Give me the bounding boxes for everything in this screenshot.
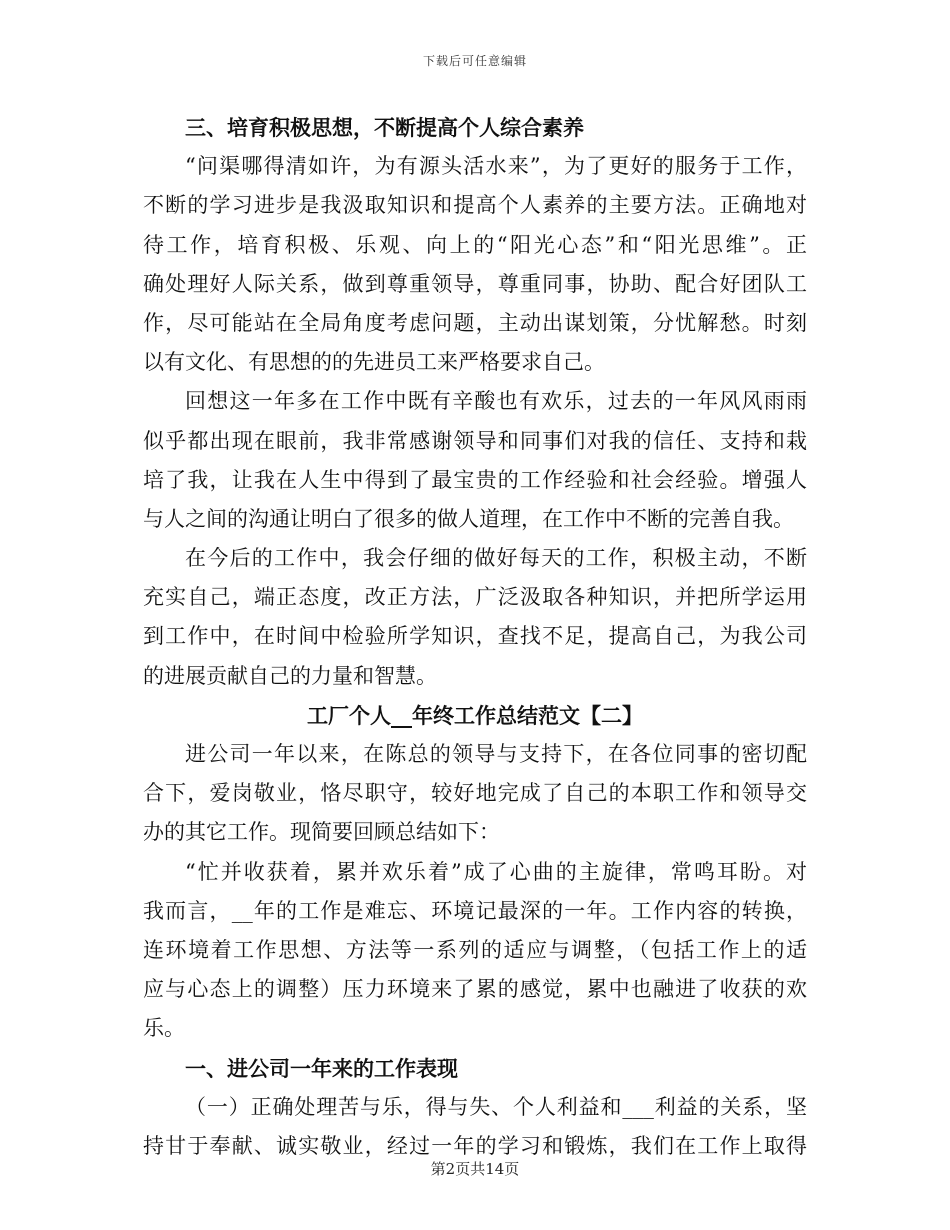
text-line: 我而言，__年的工作是难忘、环境记最深的一年。工作内容的转换，	[143, 898, 807, 923]
text-line: （一）正确处理苦与乐，得与失、个人利益和___利益的关系，坚	[185, 1094, 807, 1119]
article-title: 工厂个人__年终工作总结范文【二】	[307, 702, 643, 728]
text-line: 应与心态上的调整）压力环境来了累的感觉，累中也融进了收获的欢	[143, 977, 807, 1002]
paragraph	[143, 853, 807, 1049]
text-line: 培了我，让我在人生中得到了最宝贵的工作经验和社会经验。增强人	[143, 467, 807, 492]
paragraph	[143, 147, 807, 382]
text-line: 办的其它工作。现简要回顾总结如下：	[143, 820, 500, 845]
text-line: 充实自己，端正态度，改正方法，广泛汲取各种知识，并把所学运用	[143, 585, 807, 610]
paragraph	[143, 1088, 807, 1166]
paragraph	[143, 382, 807, 539]
text-line: 回想这一年多在工作中既有辛酸也有欢乐，过去的一年风风雨雨	[185, 389, 807, 414]
text-line: 不断的学习进步是我汲取知识和提高个人素养的主要方法。正确地对	[143, 193, 807, 218]
text-line: “问渠哪得清如许，为有源头活水来”，为了更好的服务于工作，	[185, 154, 807, 179]
text-line: 与人之间的沟通让明白了很多的做人道理，在工作中不断的完善自我。	[143, 506, 794, 531]
text-line: 连环境着工作思想、方法等一系列的适应与调整，（包括工作上的适	[143, 937, 807, 962]
text-line: 乐。	[143, 1016, 185, 1041]
text-line: 确处理好人际关系，做到尊重领导，尊重同事，协助、配合好团队工	[143, 271, 807, 296]
text-line: 进公司一年以来，在陈总的领导与支持下，在各位同事的密切配	[185, 742, 807, 766]
section-heading: 三、培育积极思想，不断提高个人综合素养	[185, 115, 584, 140]
text-line: 以有文化、有思想的的先进员工来严格要求自己。	[143, 350, 605, 375]
text-line: 持甘于奉献、诚实敬业，经过一年的学习和锻炼，我们在工作上取得	[143, 1133, 807, 1158]
document-body	[143, 108, 807, 1166]
text-line: 的进展贡献自己的力量和智慧。	[143, 663, 437, 688]
text-line: 待工作，培育积极、乐观、向上的“阳光心态”和“阳光思维”。正	[143, 232, 807, 257]
text-line: 在今后的工作中，我会仔细的做好每天的工作，积极主动，不断	[185, 546, 807, 571]
text-line: 合下，爱岗敬业，恪尽职守，较好地完成了自己的本职工作和领导交	[143, 781, 807, 806]
paragraph	[143, 735, 807, 853]
page-indicator: 第2页共14页	[430, 1160, 520, 1178]
text-line: “忙并收获着，累并欢乐着”成了心曲的主旋律，常鸣耳盼。对	[185, 859, 807, 884]
section-heading: 一、进公司一年来的工作表现	[185, 1055, 458, 1081]
text-line: 作，尽可能站在全局角度考虑问题，主动出谋划策，分忧解愁。时刻	[143, 310, 807, 335]
paragraph	[143, 539, 807, 696]
text-line: 似乎都出现在眼前，我非常感谢领导和同事们对我的信任、支持和栽	[143, 428, 807, 453]
text-line: 到工作中，在时间中检验所学知识，查找不足，提高自己，为我公司	[143, 624, 807, 649]
page-header: 下载后可任意编辑	[422, 54, 527, 68]
